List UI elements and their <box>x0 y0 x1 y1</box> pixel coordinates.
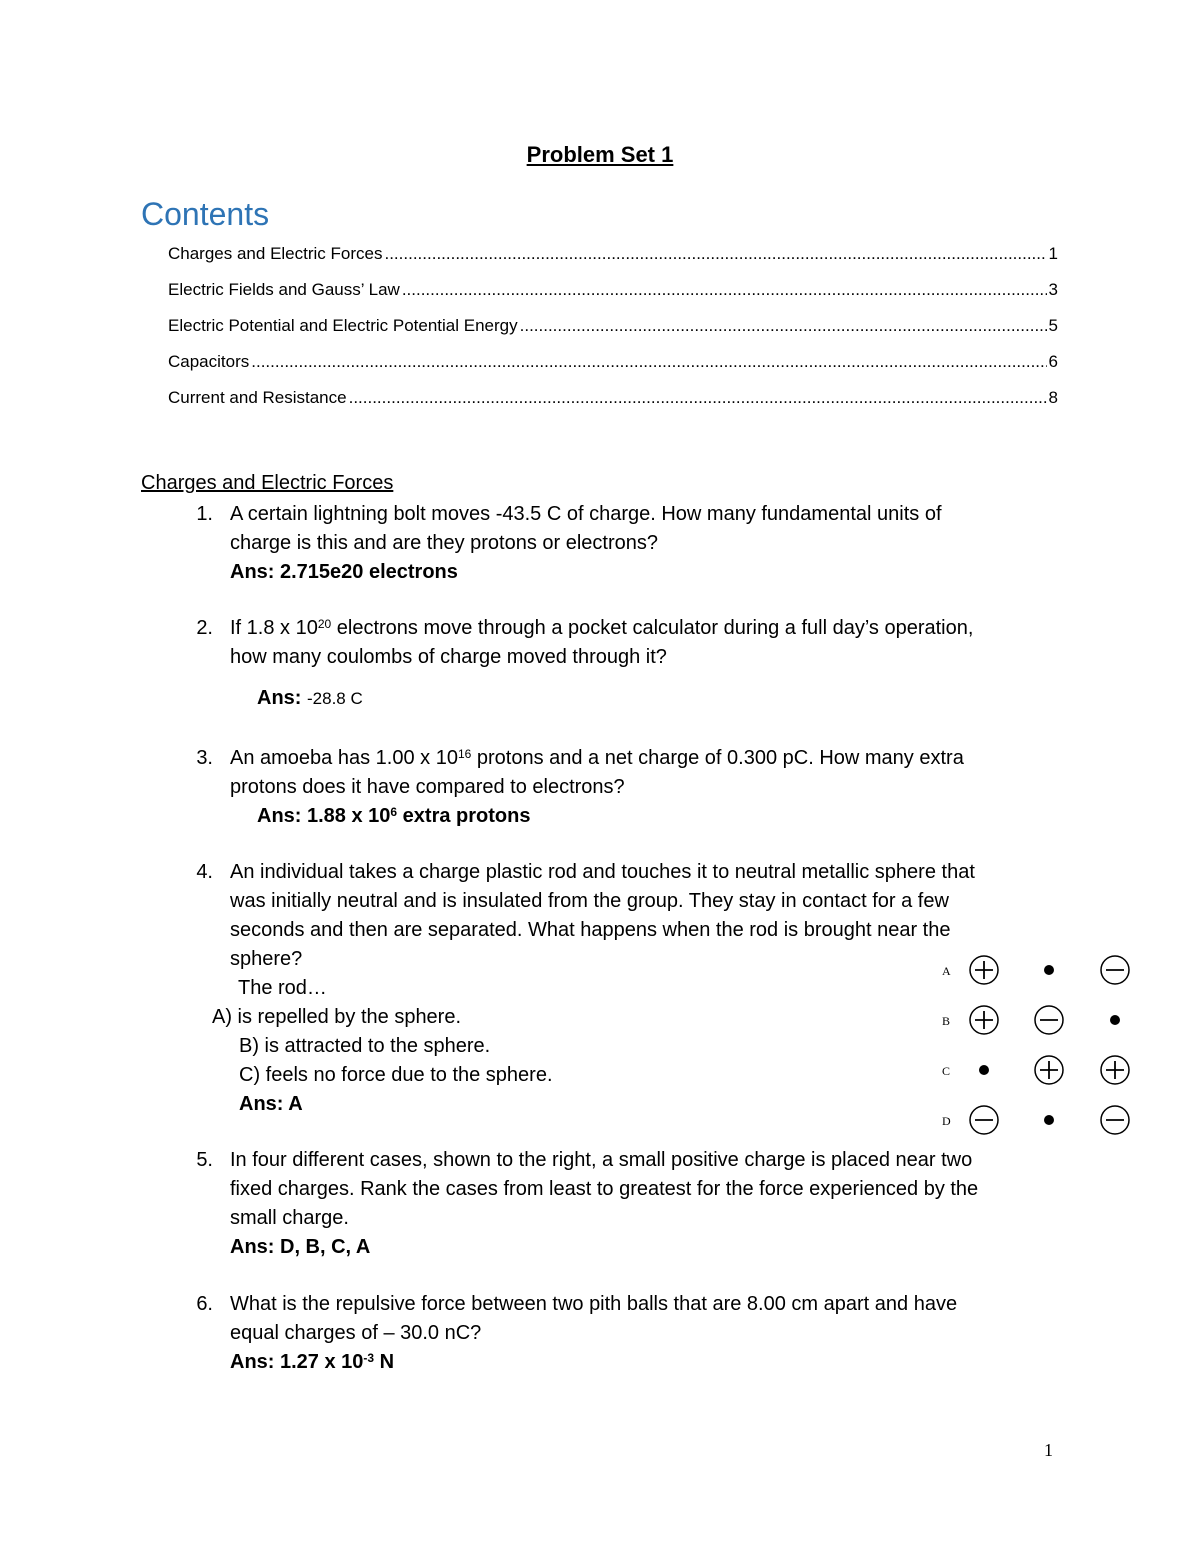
toc-entry[interactable] <box>168 280 1058 300</box>
charge-configuration-figure <box>930 952 1140 1137</box>
answer: Ans: -28.8 C <box>257 687 363 709</box>
question-number: 3. <box>196 747 213 769</box>
figure-row-label: A <box>942 964 951 978</box>
question-number: 5. <box>196 1149 213 1171</box>
toc-entry[interactable] <box>168 316 1058 336</box>
negative-charge-icon <box>1035 1006 1063 1034</box>
toc-entry-page: 1 <box>1048 244 1058 263</box>
option-b: B) is attracted to the sphere. <box>239 1035 491 1057</box>
page-title: Problem Set 1 <box>526 142 674 167</box>
toc-entry[interactable] <box>168 352 1058 372</box>
toc-entry-label: Charges and Electric Forces <box>168 244 383 263</box>
figure-row-label: B <box>942 1014 951 1028</box>
question-text: An individual takes a charge plastic rod and touches it to neutral metallic sphere that <box>230 861 975 883</box>
small-charge-dot <box>1044 1115 1054 1125</box>
question-text: sphere? <box>230 948 303 970</box>
toc-entry[interactable] <box>168 388 1058 408</box>
positive-charge-icon <box>1101 1056 1129 1084</box>
question-text: small charge. <box>230 1207 349 1229</box>
question-text: equal charges of – 30.0 nC? <box>230 1322 482 1344</box>
small-charge-dot <box>1044 965 1054 975</box>
negative-charge-icon <box>970 1106 998 1134</box>
toc-entry-label: Electric Potential and Electric Potential Energy <box>168 316 518 335</box>
toc-entry-page: 8 <box>1048 388 1058 407</box>
question-text: In four different cases, shown to the right, a small positive charge is placed near two <box>230 1149 973 1171</box>
toc-entry-label: Electric Fields and Gauss’ Law <box>168 280 400 299</box>
toc-entry-page: 5 <box>1048 316 1058 335</box>
question-text: The rod… <box>238 977 327 999</box>
question-text: fixed charges. Rank the cases from least to greatest for the force experienced by the <box>230 1178 979 1200</box>
question-text: An amoeba has 1.00 x $10^{16}$ protons and a net charge of 0.300 pC. How many extra <box>230 747 964 769</box>
answer: Ans: D, B, C, A <box>230 1236 371 1258</box>
answer: Ans: A <box>239 1093 303 1115</box>
question-text: protons does it have compared to electrons? <box>230 776 625 798</box>
positive-charge-icon <box>1035 1056 1063 1084</box>
answer: Ans: 1.88 x $10^6$ extra protons <box>257 805 531 827</box>
question-text: seconds and then are separated. What happens when the rod is brought near the <box>230 919 951 941</box>
question-number: 1. <box>196 503 213 525</box>
toc-entry-label: Capacitors <box>168 352 250 371</box>
question-text: how many coulombs of charge moved through it? <box>230 646 667 668</box>
figure-row-label: C <box>942 1064 951 1078</box>
positive-charge-icon <box>970 956 998 984</box>
question-number: 2. <box>196 617 213 639</box>
contents-heading: Contents <box>141 196 270 232</box>
page-number: 1 <box>1044 1440 1053 1460</box>
question-text: was initially neutral and is insulated from the group. They stay in contact for a few <box>230 890 949 912</box>
exponent: 20 <box>317 617 332 631</box>
small-charge-dot <box>979 1065 989 1075</box>
option-c: C) feels no force due to the sphere. <box>239 1064 553 1086</box>
exponent: 16 <box>457 747 472 761</box>
question-number: 4. <box>196 861 213 883</box>
question-text: If 1.8 x $10^{20}$ electrons move through a pocket calculator during a full day’s operation, <box>230 617 974 639</box>
negative-charge-icon <box>1101 1106 1129 1134</box>
answer: Ans: 2.715e20 electrons <box>230 561 458 583</box>
question-number: 6. <box>196 1293 213 1315</box>
positive-charge-icon <box>970 1006 998 1034</box>
answer: Ans: 1.27 x $10^{-3}$ N <box>230 1351 395 1373</box>
question-text: What is the repulsive force between two pith balls that are 8.00 cm apart and have <box>230 1293 958 1315</box>
section-heading: Charges and Electric Forces <box>141 472 394 494</box>
figure-row-label: D <box>942 1114 951 1128</box>
toc-entry-page: 6 <box>1048 352 1058 371</box>
small-charge-dot <box>1110 1015 1120 1025</box>
toc-entry[interactable] <box>168 244 1058 264</box>
question-text: charge is this and are they protons or electrons? <box>230 532 659 554</box>
negative-charge-icon <box>1101 956 1129 984</box>
toc-entry-page: 3 <box>1048 280 1058 299</box>
option-a: A) is repelled by the sphere. <box>212 1006 462 1028</box>
question-text: A certain lightning bolt moves -43.5 C of charge. How many fundamental units of <box>230 503 942 525</box>
toc-entry-label: Current and Resistance <box>168 388 347 407</box>
